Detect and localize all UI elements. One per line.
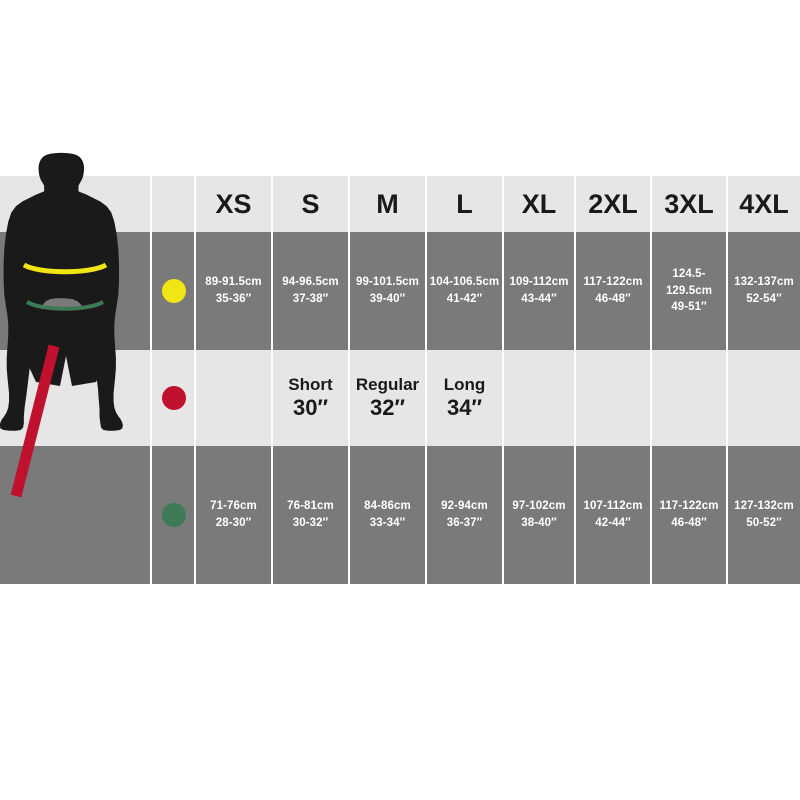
waist-cell-2xl xyxy=(574,446,650,584)
leg-cell-2xl xyxy=(574,350,650,446)
measurement-metric: 104-106.5cm xyxy=(429,276,500,289)
leg-length-value: 32″ xyxy=(369,394,405,420)
table-row-waist xyxy=(0,446,800,584)
size-label: L xyxy=(456,188,473,219)
measurement-imperial: 30-32″ xyxy=(292,517,329,529)
measurement-metric: 99-101.5cm xyxy=(355,276,420,289)
waist-cell-s xyxy=(271,446,348,584)
measurement-metric: 92-94cm xyxy=(441,500,488,513)
table-row-leg-length xyxy=(0,350,800,446)
table-header-row xyxy=(0,176,800,232)
leg-length-marker-cell xyxy=(150,350,196,446)
measurement-imperial: 36-37″ xyxy=(446,517,483,529)
measurement-metric: 127-132cm xyxy=(734,500,794,513)
waist-marker-dot xyxy=(162,503,186,527)
measurement-metric: 132-137cm xyxy=(734,276,794,289)
chest-cell-4xl xyxy=(726,232,800,350)
header-cell-l xyxy=(425,176,502,232)
table-row-chest xyxy=(0,232,800,350)
measurement-metric: 76-81cm xyxy=(287,500,334,513)
measurement-imperial: 37-38″ xyxy=(292,293,329,305)
measurement-imperial: 35-36″ xyxy=(215,293,252,305)
header-cell-blank-figure xyxy=(0,176,150,232)
header-cell-m xyxy=(348,176,425,232)
size-label: 3XL xyxy=(664,188,714,219)
measurement-metric: 84-86cm xyxy=(364,500,411,513)
measurement-metric: 89-91.5cm xyxy=(205,276,262,289)
measurement-metric: 94-96.5cm xyxy=(282,276,339,289)
waist-cell-xl xyxy=(502,446,574,584)
leg-cell-xs xyxy=(194,350,271,446)
measurement-imperial: 33-34″ xyxy=(369,517,406,529)
leg-cell-xl xyxy=(502,350,574,446)
header-cell-xl xyxy=(502,176,574,232)
figure-column-divider xyxy=(150,176,152,584)
chest-cell-s xyxy=(271,232,348,350)
leg-cell-s xyxy=(271,350,348,446)
leg-length-value: 30″ xyxy=(292,394,328,420)
leg-cell-l xyxy=(425,350,502,446)
measurement-imperial: 28-30″ xyxy=(215,517,252,529)
measurement-metric: 124.5-129.5cm xyxy=(665,267,713,297)
leg-length-value: 34″ xyxy=(446,394,482,420)
waist-cell-3xl xyxy=(650,446,726,584)
measurement-metric: 97-102cm xyxy=(512,500,566,513)
waist-marker-cell xyxy=(150,446,196,584)
measurement-imperial: 46-48″ xyxy=(671,517,707,529)
measurement-imperial: 50-52″ xyxy=(746,517,782,529)
measurement-imperial: 43-44″ xyxy=(521,293,557,305)
leg-length-word: Regular xyxy=(355,375,420,395)
header-cell-xs xyxy=(194,176,271,232)
size-label: XS xyxy=(215,188,252,219)
header-cell-4xl xyxy=(726,176,800,232)
chest-cell-xs xyxy=(194,232,271,350)
measurement-imperial: 49-51″ xyxy=(671,301,707,314)
leg-cell-3xl xyxy=(650,350,726,446)
leg-length-marker-dot xyxy=(162,386,186,410)
header-cell-2xl xyxy=(574,176,650,232)
waist-cell-4xl xyxy=(726,446,800,584)
leg-length-word: Long xyxy=(443,375,486,395)
measurement-metric: 117-122cm xyxy=(583,276,643,289)
measurement-imperial: 42-44″ xyxy=(595,517,631,529)
size-chart-table xyxy=(0,176,800,584)
leg-cell-4xl xyxy=(726,350,800,446)
measurement-imperial: 46-48″ xyxy=(595,293,631,305)
measurement-imperial: 38-40″ xyxy=(521,517,557,529)
header-cell-s xyxy=(271,176,348,232)
waist-cell-xs xyxy=(194,446,271,584)
size-label: 2XL xyxy=(588,188,638,219)
marker-column-divider xyxy=(194,176,196,584)
size-label: XL xyxy=(521,188,557,219)
chest-marker-cell xyxy=(150,232,196,350)
size-label: M xyxy=(376,188,399,219)
leg-length-word: Short xyxy=(288,375,333,395)
measurement-metric: 109-112cm xyxy=(509,276,569,289)
measurement-imperial: 52-54″ xyxy=(746,293,782,305)
chest-cell-xl xyxy=(502,232,574,350)
chest-cell-l xyxy=(425,232,502,350)
chest-marker-dot xyxy=(162,279,186,303)
waist-cell-m xyxy=(348,446,425,584)
measurement-imperial: 39-40″ xyxy=(369,293,406,305)
waist-cell-l xyxy=(425,446,502,584)
header-cell-3xl xyxy=(650,176,726,232)
measurement-metric: 117-122cm xyxy=(659,500,719,513)
leg-cell-m xyxy=(348,350,425,446)
measurement-imperial: 41-42″ xyxy=(446,293,483,305)
chest-cell-2xl xyxy=(574,232,650,350)
size-label: S xyxy=(301,188,320,219)
measurement-metric: 71-76cm xyxy=(210,500,257,513)
size-label: 4XL xyxy=(739,188,789,219)
chest-cell-3xl xyxy=(650,232,726,350)
header-cell-blank-marker xyxy=(150,176,194,232)
chest-cell-m xyxy=(348,232,425,350)
measurement-metric: 107-112cm xyxy=(583,500,643,513)
